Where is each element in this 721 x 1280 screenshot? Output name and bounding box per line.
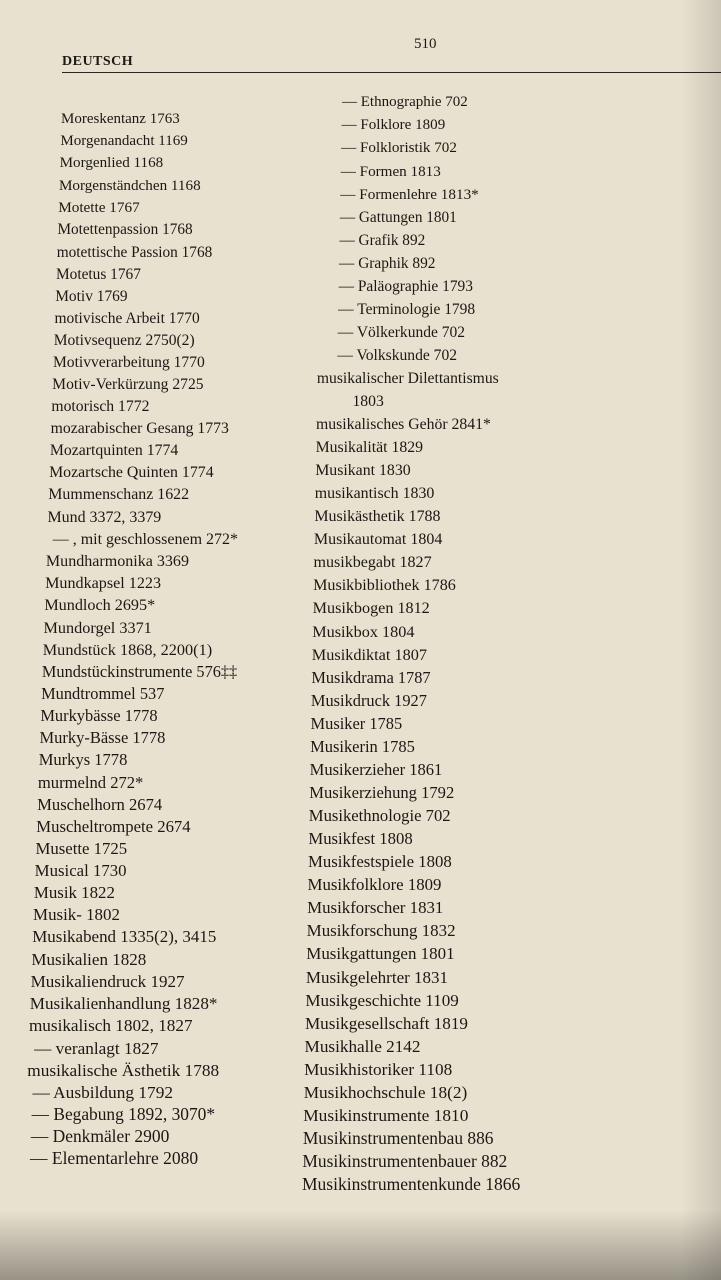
index-entry: Musikhalle 2142 (304, 1037, 421, 1056)
index-entry: Musikbogen 1812 (312, 600, 430, 617)
section-label: DEUTSCH (62, 54, 134, 69)
index-entry: Musikdruck 1927 (310, 691, 427, 710)
index-entry: Musikautomat 1804 (313, 531, 443, 548)
index-entry: Musikforschung 1832 (306, 921, 456, 940)
index-entry: Musikbibliothek 1786 (313, 577, 456, 594)
index-entry: Musikgattungen 1801 (306, 944, 455, 963)
index-entry: Musical 1730 (34, 860, 127, 880)
index-entry: Mundstückinstrumente 576‡‡ (41, 662, 238, 682)
header-rule (62, 72, 721, 73)
index-entry: Mozartsche Quinten 1774 (49, 464, 214, 482)
index-entry: Musikinstrumentenbauer 882 (302, 1151, 508, 1171)
index-entry: — Gattungen 1801 (339, 209, 457, 226)
index-entry: Musikdiktat 1807 (311, 646, 427, 664)
index-entry: — Graphik 892 (339, 255, 436, 272)
index-entry: — Begabung 1892, 3070* (31, 1104, 216, 1124)
index-entry: Musik- 1802 (33, 905, 120, 925)
index-entry: musikantisch 1830 (314, 485, 435, 502)
index-entry: Murky-Bässe 1778 (39, 728, 166, 748)
index-entry: Musikerin 1785 (310, 737, 415, 756)
index-entry: Mundkapsel 1223 (45, 574, 161, 592)
index-entry: Musikalien 1828 (31, 950, 147, 970)
index-entry: motorisch 1772 (51, 398, 150, 416)
index-entry: Musikinstrumentenbau 886 (302, 1129, 494, 1148)
index-entry: Musikfest 1808 (308, 829, 413, 848)
index-entry: Motiv 1769 (55, 287, 128, 305)
index-entry: Musikfestspiele 1808 (307, 852, 452, 871)
index-entry: Musikant 1830 (315, 462, 411, 479)
index-entry: Musikabend 1335(2), 3415 (32, 927, 217, 947)
index-entry: Motette 1767 (58, 199, 140, 217)
index-entry: Musette 1725 (35, 838, 128, 858)
index-entry: Motiv-Verkürzung 2725 (52, 376, 204, 394)
index-entry: Musikerziehung 1792 (309, 783, 455, 802)
page-curve-shadow (681, 0, 721, 1280)
index-entry: musikalischer Dilettantismus (316, 370, 499, 387)
index-entry: — Terminologie 1798 (338, 301, 476, 318)
index-entry: — Formen 1813 (340, 163, 441, 180)
index-entry: Musikinstrumentenkunde 1866 (302, 1174, 521, 1194)
index-entry: — veranlagt 1827 (34, 1038, 159, 1058)
index-entry: Musikbox 1804 (312, 623, 415, 641)
index-entry: — Paläographie 1793 (338, 278, 473, 295)
index-entry: Morgenständchen 1168 (58, 177, 201, 195)
index-entry: mozarabischer Gesang 1773 (50, 420, 229, 438)
index-entry: Musikalität 1829 (315, 439, 424, 456)
index-entry: motettische Passion 1768 (56, 243, 213, 261)
index-entry: Musikgesellschaft 1819 (304, 1014, 468, 1033)
page-number: 510 (414, 36, 437, 52)
index-entry: Musikforscher 1831 (307, 898, 444, 917)
index-entry: — Ethnographie 702 (342, 94, 468, 110)
index-entry: Musikgeschichte 1109 (305, 991, 459, 1010)
index-entry: Musikinstrumente 1810 (303, 1106, 469, 1125)
index-entry: — Folkloristik 702 (341, 140, 457, 156)
index-entry: musikalische Ästhetik 1788 (27, 1060, 220, 1080)
index-entry: Musikfolklore 1809 (307, 875, 442, 894)
index-entry: Mundtrommel 537 (41, 684, 165, 704)
index-entry: — Elementarlehre 2080 (30, 1148, 199, 1168)
index-entry: — Formenlehre 1813* (340, 186, 479, 203)
index-entry: Motettenpassion 1768 (57, 221, 193, 239)
index-entry: Morgenlied 1168 (59, 155, 164, 172)
index-entry: Moreskentanz 1763 (61, 111, 180, 127)
index-entry: Musikaliendruck 1927 (30, 972, 185, 992)
index-entry: murmelnd 272* (37, 772, 144, 792)
index-entry: Musiker 1785 (310, 714, 403, 733)
index-entry: Motivsequenz 2750(2) (53, 331, 195, 349)
index-entry: Musikhochschule 18(2) (303, 1083, 468, 1102)
index-entry: — Ausbildung 1792 (32, 1082, 174, 1102)
index-entry: Murkybässe 1778 (40, 706, 158, 726)
index-entry: Mundloch 2695* (44, 596, 156, 614)
index-entry: — Folklore 1809 (341, 117, 446, 133)
index-entry: Mund 3372, 3379 (47, 508, 162, 526)
index-entry: musikbegabt 1827 (313, 554, 432, 571)
index-entry: musikalisch 1802, 1827 (28, 1016, 193, 1036)
index-entry: Muscheltrompete 2674 (36, 816, 191, 836)
index-entry: Muschelhorn 2674 (37, 794, 163, 814)
index-entry: Musikethnologie 702 (308, 806, 451, 825)
index-entry: Musikgelehrter 1831 (305, 968, 449, 987)
index-entry: Mundstück 1868, 2200(1) (42, 641, 213, 660)
index-entry: Musikerzieher 1861 (309, 760, 443, 779)
index-entry: Musikhistoriker 1108 (304, 1060, 453, 1079)
index-entry: Mozartquinten 1774 (49, 442, 179, 460)
index-entry: Musikalienhandlung 1828* (29, 994, 218, 1014)
index-entry: Motivverarbeitung 1770 (52, 353, 205, 371)
index-entry: Musikdrama 1787 (311, 668, 431, 687)
index-entry: Motetus 1767 (55, 265, 141, 283)
index-entry: Murkys 1778 (38, 750, 128, 770)
index-entry: — , mit geschlossenem 272* (52, 530, 239, 548)
index-entry: musikalisches Gehör 2841* (316, 416, 491, 433)
index-entry: Musikästhetik 1788 (314, 508, 441, 525)
index-entry: Musik 1822 (33, 882, 115, 902)
index-entry: 1803 (352, 393, 384, 410)
index-entry: — Völkerkunde 702 (337, 324, 466, 341)
index-entry: — Denkmäler 2900 (30, 1125, 170, 1146)
index-entry: Mundorgel 3371 (43, 618, 152, 637)
index-entry: motivische Arbeit 1770 (54, 309, 200, 327)
bottom-shadow (0, 1210, 721, 1280)
index-entry: Mummenschanz 1622 (48, 486, 190, 504)
index-entry: Morgenandacht 1169 (60, 133, 188, 150)
index-entry: — Grafik 892 (339, 232, 426, 249)
index-entry: Mundharmonika 3369 (45, 552, 189, 570)
index-entry: — Volkskunde 702 (337, 347, 458, 364)
